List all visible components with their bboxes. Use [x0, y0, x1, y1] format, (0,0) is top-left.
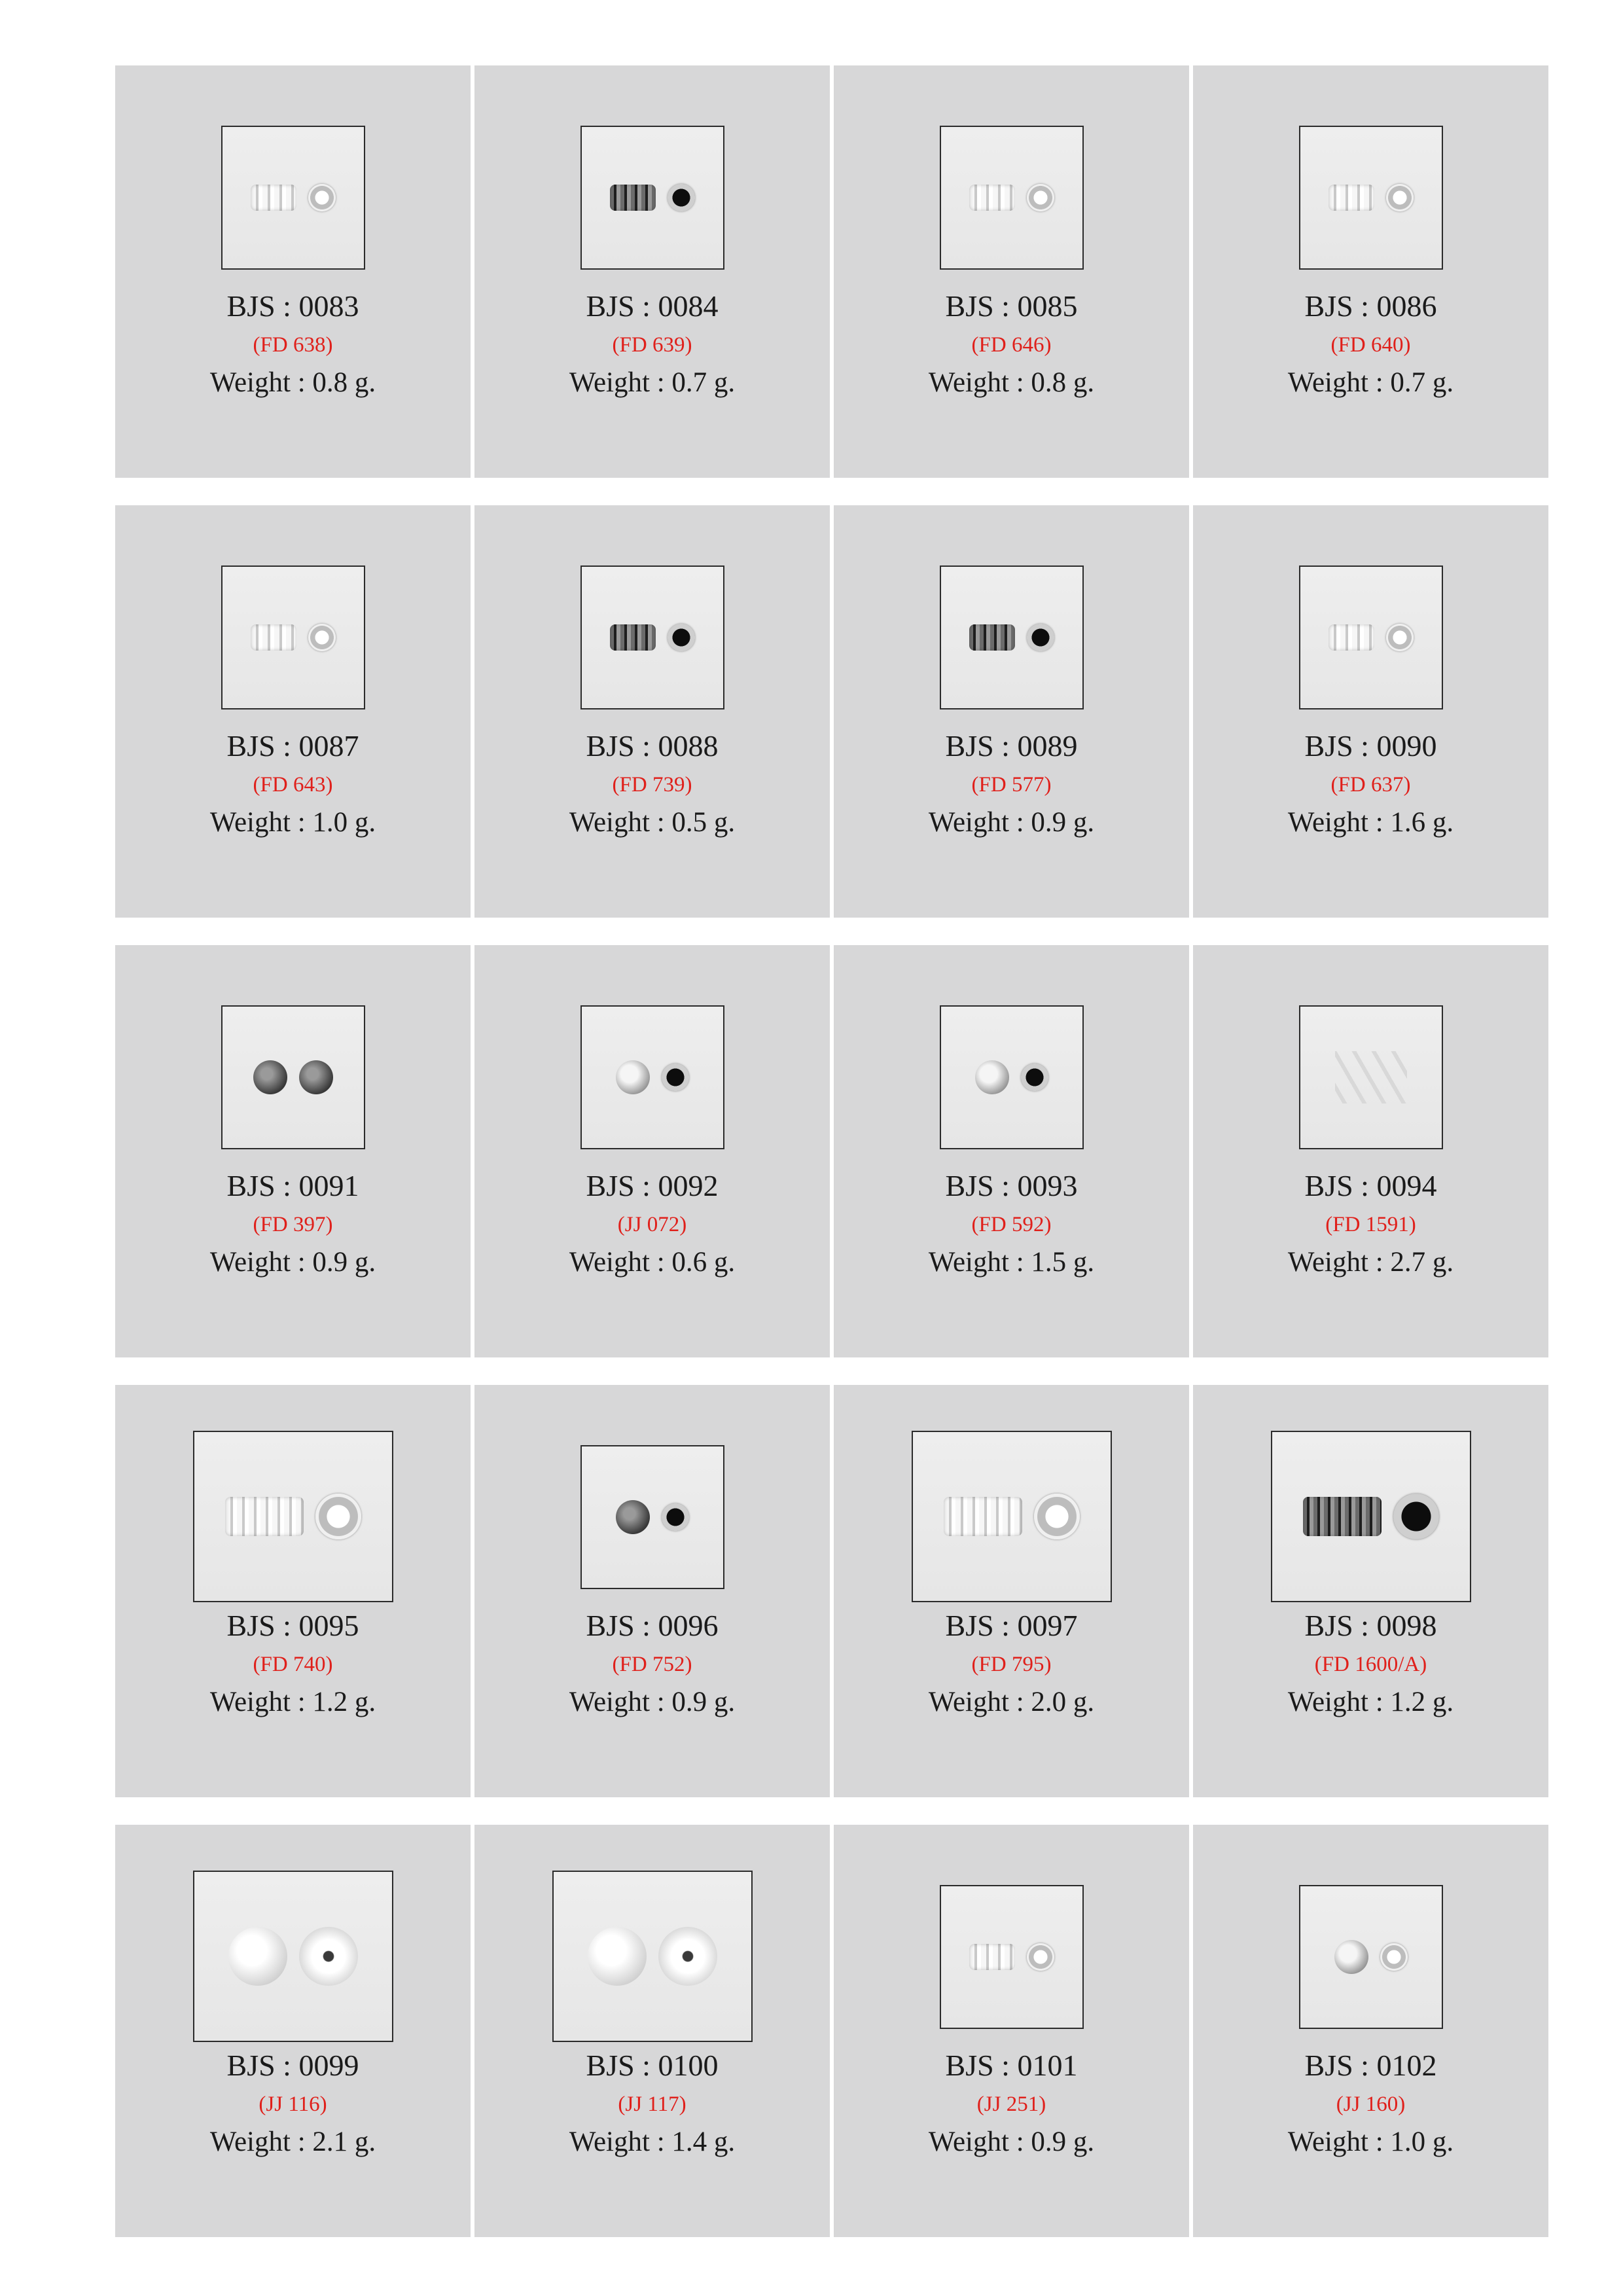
product-weight: Weight : 1.6 g.	[1287, 807, 1454, 838]
product-code: BJS : 0101	[945, 2049, 1078, 2082]
product-ref: (JJ 160)	[1336, 2092, 1406, 2116]
product-grid	[115, 65, 1548, 2237]
product-ref: (FD 592)	[971, 1213, 1052, 1236]
product-code: BJS : 0100	[586, 2049, 719, 2082]
product-ref: (FD 639)	[612, 333, 692, 357]
product-ref: (FD 640)	[1330, 333, 1411, 357]
product-card[interactable]	[834, 505, 1189, 918]
silver-tube-bead-icon	[1299, 565, 1443, 709]
twisted-rondelle-bead-icon	[580, 1445, 724, 1589]
oxidized-tube-bead-icon	[940, 565, 1084, 709]
product-ref: (FD 739)	[612, 773, 692, 797]
silver-round-bead-icon	[1299, 1885, 1443, 2029]
product-weight: Weight : 0.9 g.	[928, 807, 1095, 838]
product-ref: (JJ 072)	[617, 1213, 687, 1236]
product-code: BJS : 0090	[1304, 729, 1437, 762]
silver-tube-bead-icon	[940, 126, 1084, 270]
product-card[interactable]	[474, 1825, 830, 2237]
product-weight: Weight : 0.7 g.	[569, 367, 736, 398]
product-code: BJS : 0089	[945, 729, 1078, 762]
product-card[interactable]	[115, 1825, 471, 2237]
product-code: BJS : 0095	[226, 1609, 359, 1642]
oxidized-tube-bead-icon	[580, 565, 724, 709]
product-ref: (JJ 251)	[976, 2092, 1046, 2116]
product-weight: Weight : 0.8 g.	[928, 367, 1095, 398]
oxidized-tube-bead-icon	[580, 126, 724, 270]
product-ref: (FD 637)	[1330, 773, 1411, 797]
product-ref: (JJ 117)	[618, 2092, 687, 2116]
product-weight: Weight : 0.9 g.	[928, 2126, 1095, 2157]
silver-round-bead-icon	[580, 1005, 724, 1149]
product-card[interactable]	[834, 945, 1189, 1357]
product-weight: Weight : 1.0 g.	[209, 807, 376, 838]
product-code: BJS : 0102	[1304, 2049, 1437, 2082]
product-card[interactable]	[1193, 1825, 1548, 2237]
product-ref: (FD 1591)	[1325, 1213, 1416, 1236]
product-card[interactable]	[1193, 65, 1548, 478]
product-weight: Weight : 1.2 g.	[209, 1687, 376, 1717]
product-card[interactable]	[834, 65, 1189, 478]
product-weight: Weight : 0.9 g.	[569, 1687, 736, 1717]
oxidized-round-bead-icon	[221, 1005, 365, 1149]
product-card[interactable]	[115, 505, 471, 918]
product-code: BJS : 0083	[226, 289, 359, 323]
product-ref: (FD 740)	[253, 1653, 333, 1676]
product-card[interactable]	[115, 1385, 471, 1797]
product-code: BJS : 0086	[1304, 289, 1437, 323]
product-weight: Weight : 1.0 g.	[1287, 2126, 1454, 2157]
product-weight: Weight : 2.7 g.	[1287, 1247, 1454, 1278]
spiral-bead-icon	[1299, 1005, 1443, 1149]
product-ref: (FD 577)	[971, 773, 1052, 797]
product-weight: Weight : 2.1 g.	[209, 2126, 376, 2157]
product-code: BJS : 0096	[586, 1609, 719, 1642]
product-card[interactable]	[1193, 505, 1548, 918]
silver-ball-bead-icon	[193, 1871, 393, 2042]
product-card[interactable]	[1193, 1385, 1548, 1797]
product-weight: Weight : 0.7 g.	[1287, 367, 1454, 398]
product-code: BJS : 0099	[226, 2049, 359, 2082]
product-ref: (JJ 116)	[259, 2092, 327, 2116]
product-ref: (FD 795)	[971, 1653, 1052, 1676]
silver-round-bead-icon	[940, 1005, 1084, 1149]
product-weight: Weight : 0.8 g.	[209, 367, 376, 398]
product-weight: Weight : 2.0 g.	[928, 1687, 1095, 1717]
product-weight: Weight : 1.4 g.	[569, 2126, 736, 2157]
product-ref: (FD 638)	[253, 333, 333, 357]
product-weight: Weight : 0.5 g.	[569, 807, 736, 838]
product-code: BJS : 0085	[945, 289, 1078, 323]
silver-tube-bead-icon	[221, 126, 365, 270]
product-ref: (FD 646)	[971, 333, 1052, 357]
product-code: BJS : 0088	[586, 729, 719, 762]
product-card[interactable]	[474, 505, 830, 918]
product-weight: Weight : 1.2 g.	[1287, 1687, 1454, 1717]
product-card[interactable]	[1193, 945, 1548, 1357]
product-code: BJS : 0093	[945, 1169, 1078, 1202]
silver-tube-bead-icon	[1299, 126, 1443, 270]
product-card[interactable]	[834, 1825, 1189, 2237]
product-code: BJS : 0098	[1304, 1609, 1437, 1642]
product-code: BJS : 0094	[1304, 1169, 1437, 1202]
product-card[interactable]	[474, 1385, 830, 1797]
silver-long-tube-bead-icon	[912, 1431, 1112, 1602]
product-card[interactable]	[115, 65, 471, 478]
silver-ball-bead-icon	[552, 1871, 753, 2042]
product-weight: Weight : 1.5 g.	[928, 1247, 1095, 1278]
product-code: BJS : 0092	[586, 1169, 719, 1202]
product-ref: (FD 752)	[612, 1653, 692, 1676]
product-card[interactable]	[474, 945, 830, 1357]
product-code: BJS : 0084	[586, 289, 719, 323]
product-ref: (FD 643)	[253, 773, 333, 797]
silver-long-tube-bead-icon	[193, 1431, 393, 1602]
product-code: BJS : 0087	[226, 729, 359, 762]
product-code: BJS : 0097	[945, 1609, 1078, 1642]
product-weight: Weight : 0.9 g.	[209, 1247, 376, 1278]
product-weight: Weight : 0.6 g.	[569, 1247, 736, 1278]
product-card[interactable]	[474, 65, 830, 478]
silver-tube-bead-icon	[221, 565, 365, 709]
product-ref: (FD 1600/A)	[1314, 1653, 1427, 1676]
product-ref: (FD 397)	[253, 1213, 333, 1236]
product-card[interactable]	[834, 1385, 1189, 1797]
oxidized-long-tube-bead-icon	[1271, 1431, 1471, 1602]
product-code: BJS : 0091	[226, 1169, 359, 1202]
product-card[interactable]	[115, 945, 471, 1357]
silver-tube-bead-icon	[940, 1885, 1084, 2029]
